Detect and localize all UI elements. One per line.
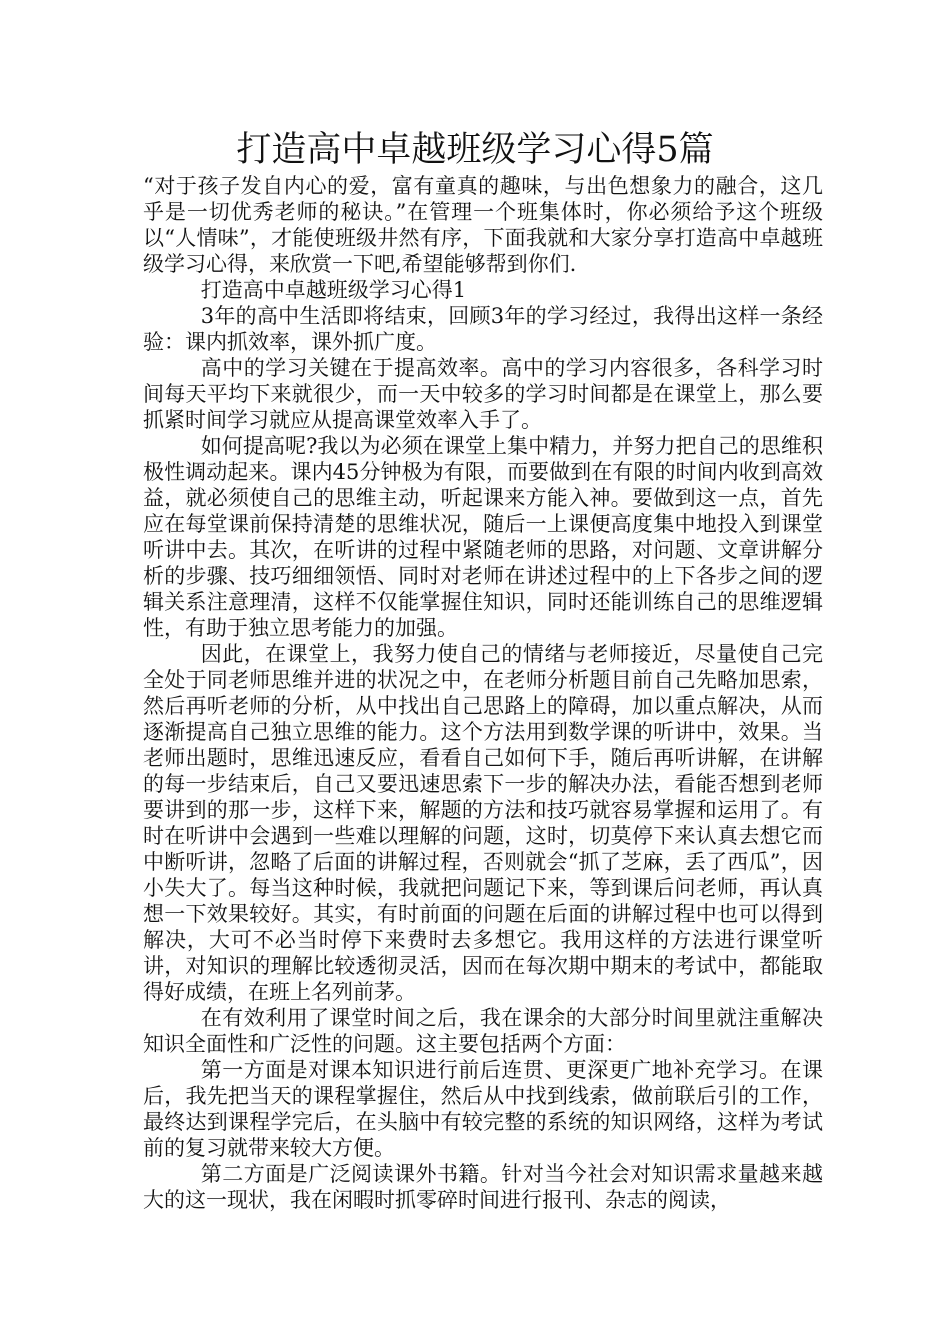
body-paragraph: 第一方面是对课本知识进行前后连贯、更深更广地补充学习。在课后，我先把当天的课程掌握住，然后从中找到线索，做前联后引的工作，最终达到课程学完后，在头脑中有较完整的系统的知识网络，这样为考试前的复习就带来较大方便。 xyxy=(143,1058,823,1160)
body-paragraph: 如何提高呢?我以为必须在课堂上集中精力，并努力把自己的思维积极性调动起来。课内45分钟极为有限，而要做到在有限的时间内收到高效益，就必须使自己的思维主动，听起课来方能入神。要做到这一点，首先应在每堂课前保持清楚的思维状况，随后一上课便高度集中地投入到课堂听讲中去。其次，在听讲的过程中紧随老师的思路，对问题、文章讲解分析的步骤、技巧细细领悟、同时对老师在讲述过程中的上下各步之间的逻辑关系注意理清，这样不仅能掌握住知识，同时还能训练自己的思维逻辑性，有助于独立思考能力的加强。 xyxy=(143,434,823,640)
body-paragraph: 在有效利用了课堂时间之后，我在课余的大部分时间里就注重解决知识全面性和广泛性的问题。这主要包括两个方面： xyxy=(143,1006,823,1056)
document-body xyxy=(143,173,823,1213)
section-heading: 打造高中卓越班级学习心得1 xyxy=(200,278,467,302)
body-paragraph: 3年的高中生活即将结束，回顾3年的学习经过，我得出这样一条经验：课内抓效率，课外抓广度。 xyxy=(143,304,823,354)
body-paragraph: 因此，在课堂上，我努力使自己的情绪与老师接近，尽量使自己完全处于同老师思维并进的状况之中，在老师分析题目前自己先略加思索，然后再听老师的分析，从中找出自己思路上的障碍，加以重点解决，从而逐渐提高自己独立思维的能力。这个方法用到数学课的听讲中，效果。当老师出题时，思维迅速反应，看看自己如何下手，随后再听讲解，在讲解的每一步结束后，自己又要迅速思索下一步的解决办法，看能否想到老师要讲到的那一步，这样下来，解题的方法和技巧就容易掌握和运用了。有时在听讲中会遇到一些难以理解的问题，这时，切莫停下来认真去想它而中断听讲，忽略了后面的讲解过程，否则就会“抓了芝麻，丢了西瓜”，因小失大了。每当这种时候，我就把问题记下来，等到课后问老师，再认真想一下效果较好。其实，有时前面的问题在后面的讲解过程中也可以得到解决，大可不必当时停下来费时去多想它。我用这样的方法进行课堂听讲，对知识的理解比较透彻灵活，因而在每次期中期末的考试中，都能取得好成绩，在班上名列前茅。 xyxy=(143,642,823,1004)
body-paragraph: 高中的学习关键在于提高效率。高中的学习内容很多，各科学习时间每天平均下来就很少，而一天中较多的学习时间都是在课堂上，那么要抓紧时间学习就应从提高课堂效率入手了。 xyxy=(143,356,823,432)
intro-paragraph: “对于孩子发自内心的爱，富有童真的趣味，与出色想象力的融合，这几乎是一切优秀老师的秘诀。”在管理一个班集体时，你必须给予这个班级以“人情味”，才能使班级井然有序，下面我就和大家分享打造高中卓越班级学习心得，来欣赏一下吧,希望能够帮到你们. xyxy=(143,174,823,276)
body-paragraph: 第二方面是广泛阅读课外书籍。针对当今社会对知识需求量越来越大的这一现状，我在闲暇时抓零碎时间进行报刊、杂志的阅读， xyxy=(143,1162,823,1212)
document-title: 打造高中卓越班级学习心得5篇 xyxy=(236,130,714,170)
